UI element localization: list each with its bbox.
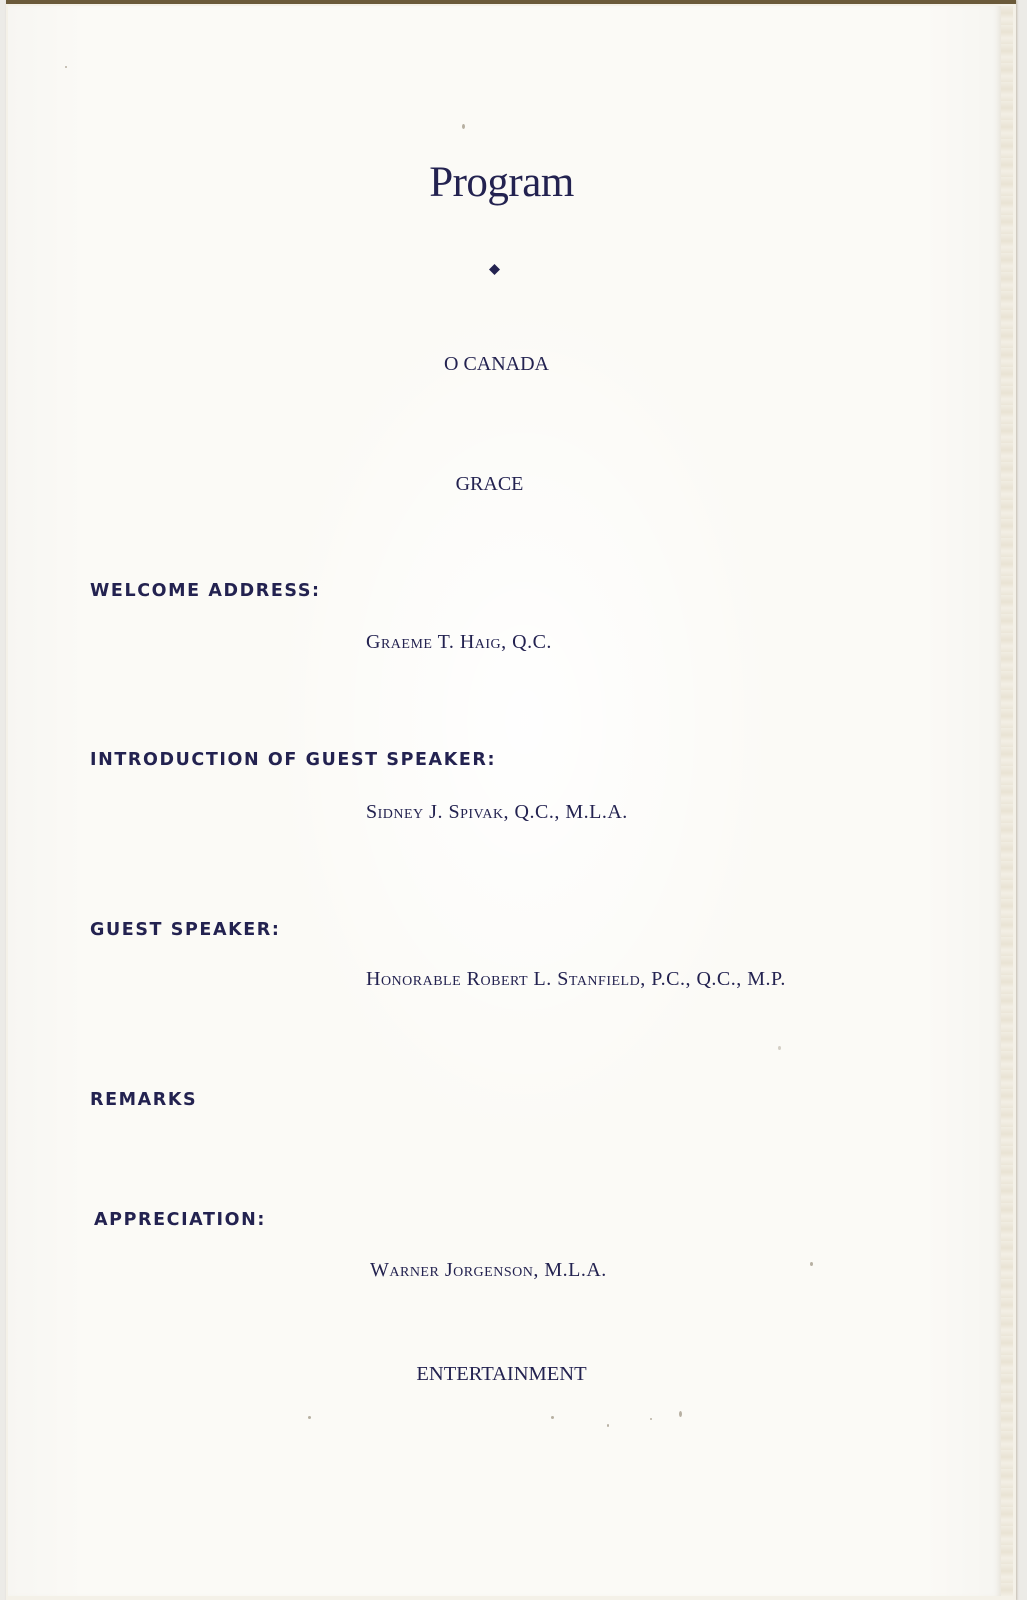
speaker-appreciation: Warner Jorgenson, M.L.A. — [370, 1259, 607, 1281]
heading-welcome-address: WELCOME ADDRESS: — [90, 581, 321, 601]
paper-speck — [308, 1416, 311, 1419]
paper-speck — [65, 66, 67, 68]
paper-speck — [650, 1418, 652, 1420]
heading-appreciation: APPRECIATION: — [94, 1210, 266, 1230]
program-item-o-canada: O CANADA — [444, 353, 549, 375]
paper-speck — [551, 1416, 554, 1419]
speaker-guest: Honorable Robert L. Stanfield, P.C., Q.C., M.P. — [366, 968, 786, 990]
program-page — [8, 6, 1003, 1596]
paper-speck — [607, 1424, 609, 1427]
paper-speck — [810, 1262, 813, 1266]
speaker-welcome-address: Graeme T. Haig, Q.C. — [366, 631, 552, 653]
program-item-entertainment: ENTERTAINMENT — [416, 1363, 587, 1385]
program-item-grace: GRACE — [455, 473, 524, 495]
paper-speck — [679, 1411, 682, 1417]
page-title: Program — [429, 159, 574, 206]
heading-remarks: REMARKS — [90, 1090, 198, 1110]
paper-speck — [462, 124, 465, 129]
heading-guest-speaker: GUEST SPEAKER: — [90, 920, 281, 940]
paper-speck — [778, 1046, 781, 1050]
diamond-ornament-icon — [489, 264, 500, 275]
deckled-edge — [1001, 6, 1013, 1596]
speaker-introduction: Sidney J. Spivak, Q.C., M.L.A. — [366, 801, 628, 823]
heading-introduction-of-guest-speaker: INTRODUCTION OF GUEST SPEAKER: — [90, 750, 497, 770]
